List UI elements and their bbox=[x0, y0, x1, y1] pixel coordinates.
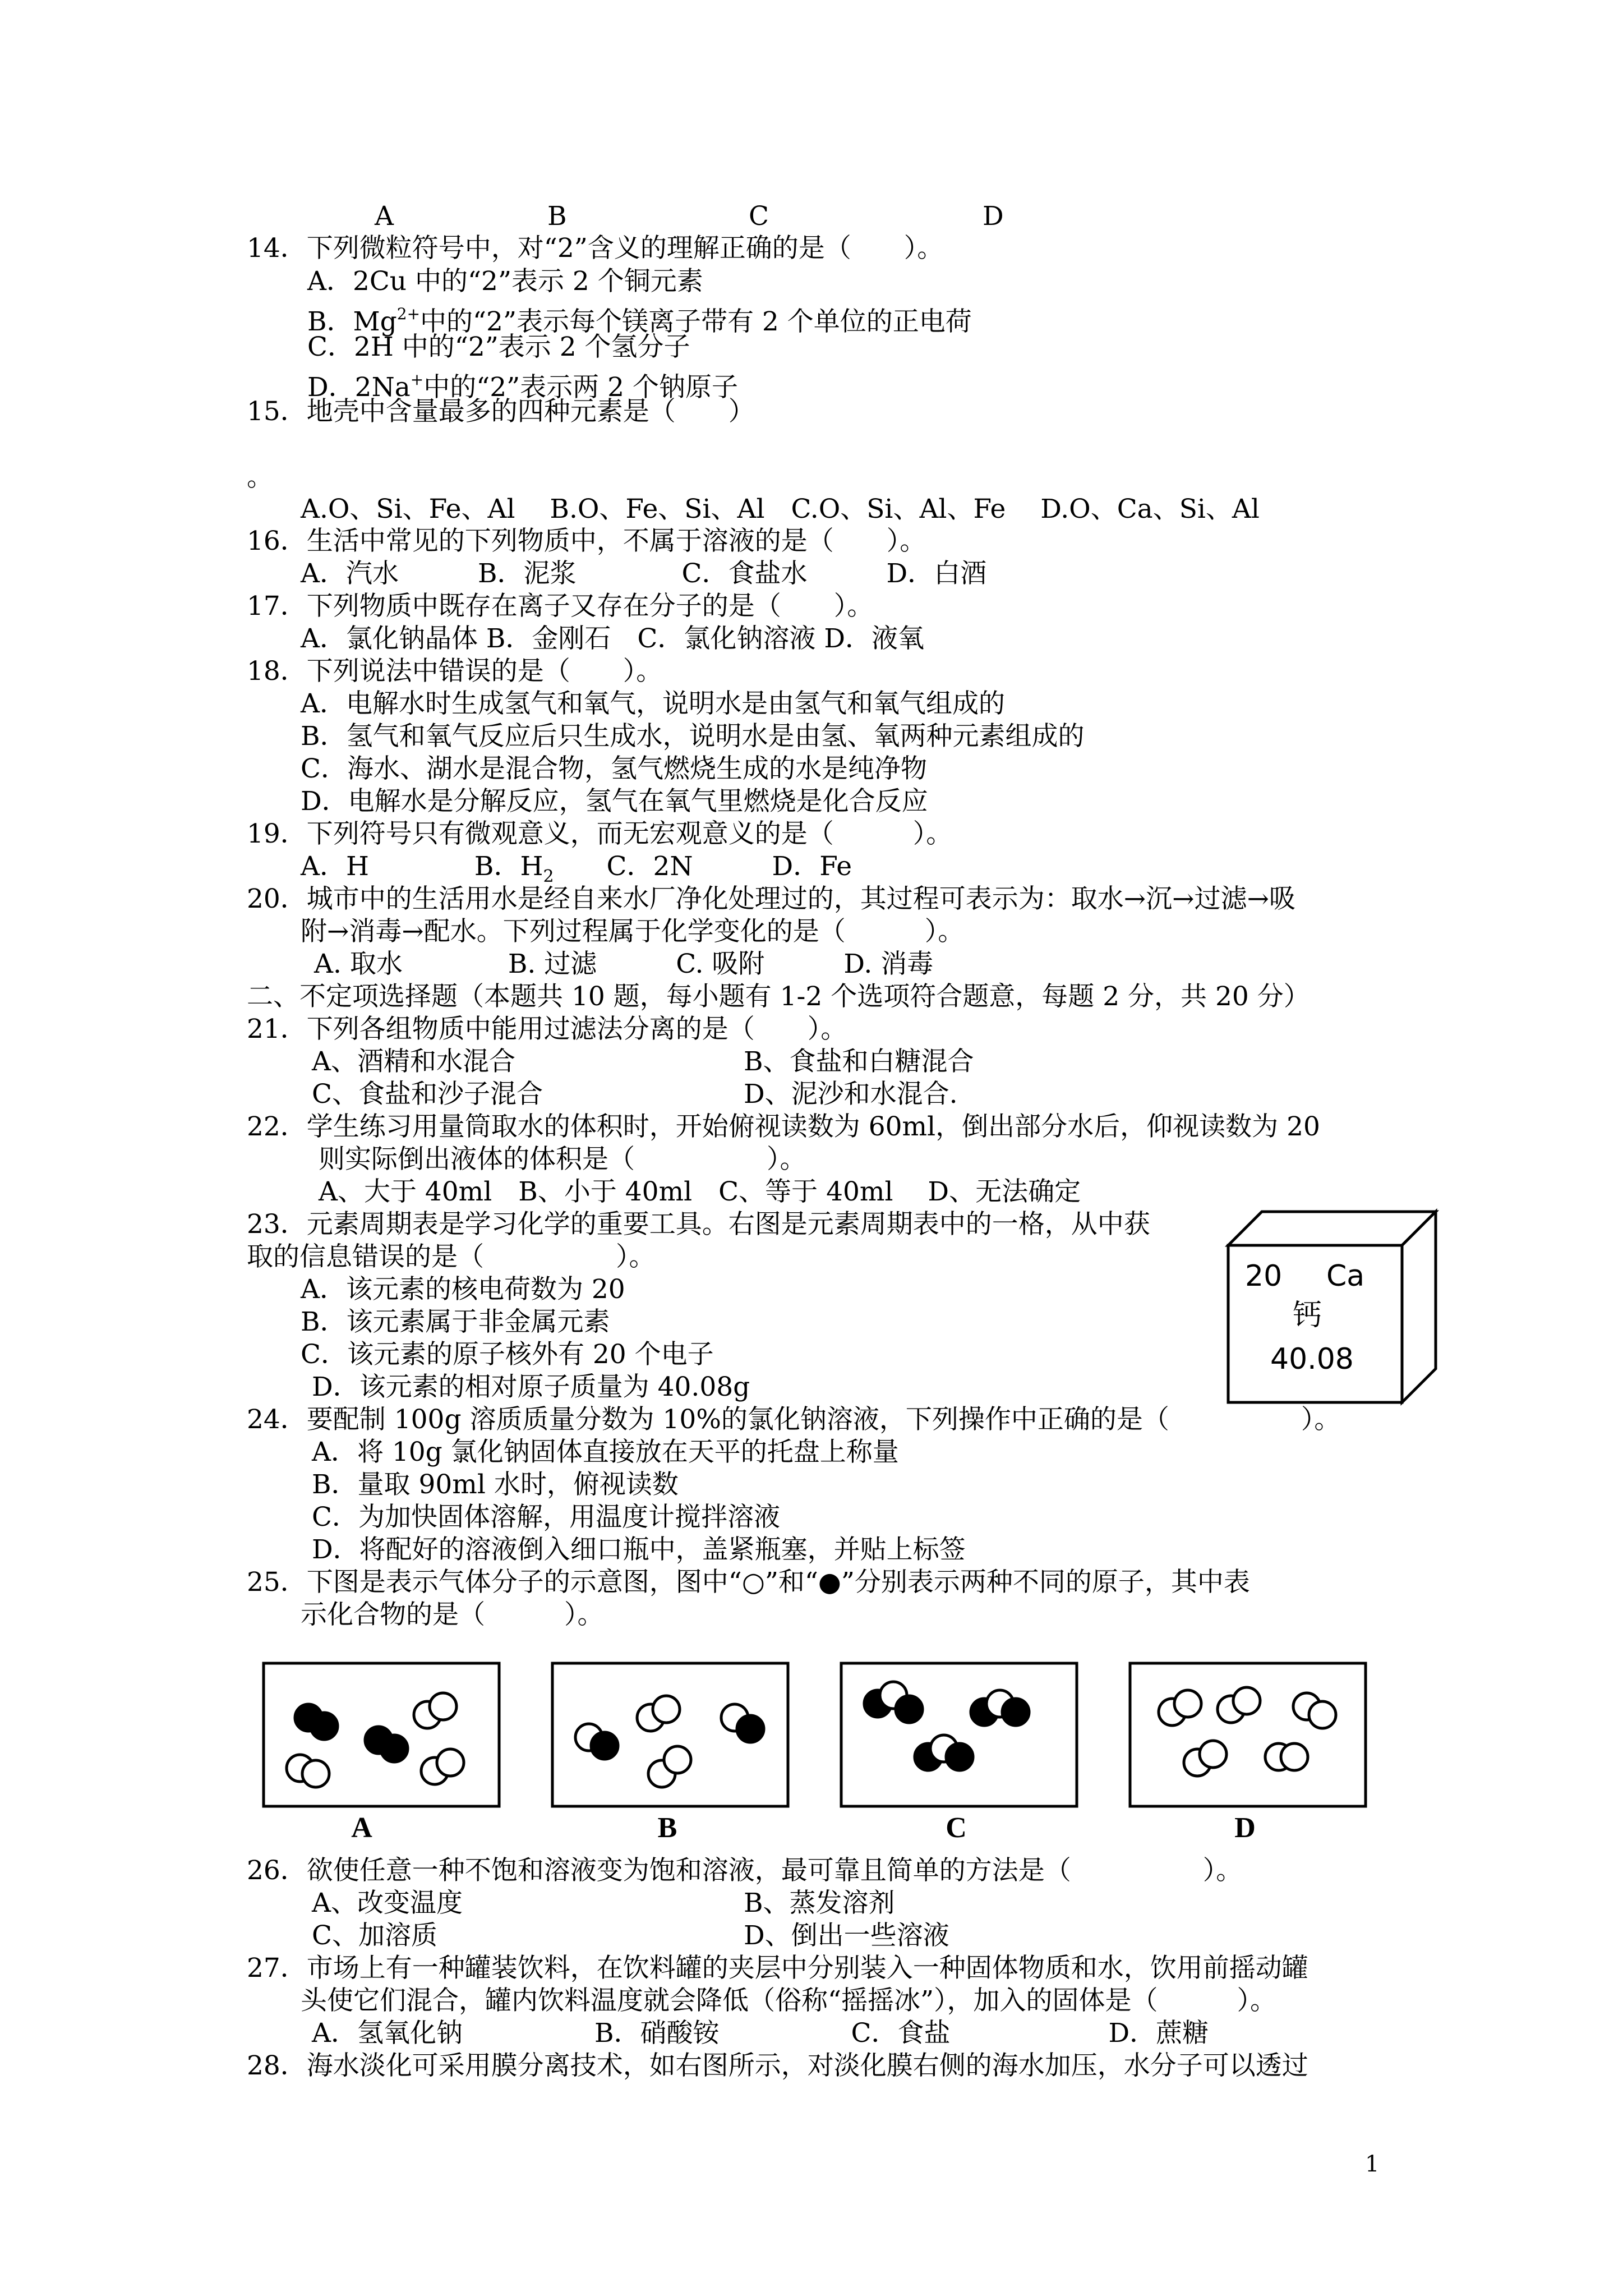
q24-option-c: C．为加快固体溶解，用温度计搅拌溶液 bbox=[312, 1502, 780, 1533]
q28-stem: 28．海水淡化可采用膜分离技术，如右图所示，对淡化膜右侧的海水加压，水分子可以透过 bbox=[247, 2050, 1308, 2081]
q18-option-b: B．氢气和氧气反应后只生成水，说明水是由氢、氧两种元素组成的 bbox=[301, 721, 1085, 752]
q18-option-a: A．电解水时生成氢气和氧气，说明水是由氢气和氧气组成的 bbox=[301, 688, 1005, 719]
q23-option-c: C．该元素的原子核外有 20 个电子 bbox=[301, 1339, 714, 1370]
diagram-label-b: B bbox=[657, 1812, 677, 1844]
q25-stem-line1: 25．下图是表示气体分子的示意图，图中“○”和“●”分别表示两种不同的原子，其中表 bbox=[247, 1567, 1250, 1598]
q22-stem-line1: 22．学生练习用量筒取水的体积时，开始俯视读数为 60ml，倒出部分水后，仰视读数为 20 bbox=[247, 1111, 1320, 1142]
q23-option-b: B．该元素属于非金属元素 bbox=[301, 1306, 610, 1337]
q18-option-d: D．电解水是分解反应，氢气在氧气里燃烧是化合反应 bbox=[301, 786, 928, 817]
element-symbol: Ca bbox=[1326, 1259, 1365, 1293]
q27-options: A．氢氧化钠 B．硝酸铵 C．食盐 D．蔗糖 bbox=[312, 2018, 1209, 2049]
q27-stem-line1: 27．市场上有一种罐装饮料，在饮料罐的夹层中分别装入一种固体物质和水，饮用前摇动罐 bbox=[247, 1953, 1308, 1984]
q26-option-a: A、改变温度 bbox=[312, 1888, 463, 1918]
q26-option-c: C、加溶质 bbox=[312, 1920, 437, 1951]
q26-stem: 26．欲使任意一种不饱和溶液变为饱和溶液，最可靠且简单的方法是（ ）。 bbox=[247, 1855, 1243, 1886]
q24-stem: 24．要配制 100g 溶质质量分数为 10%的氯化钠溶液，下列操作中正确的是（ ）。 bbox=[247, 1404, 1341, 1435]
q25-stem-line2: 示化合物的是（ ）。 bbox=[301, 1599, 604, 1630]
q18-option-c: C．海水、湖水是混合物，氢气燃烧生成的水是纯净物 bbox=[301, 753, 927, 784]
element-cell-figure bbox=[1223, 1206, 1447, 1408]
diagram-box-d bbox=[1130, 1663, 1366, 1806]
diagram-box-c bbox=[841, 1663, 1077, 1806]
q16-stem: 16．生活中常见的下列物质中，不属于溶液的是（ ）。 bbox=[247, 526, 926, 556]
q24-option-d: D．将配好的溶液倒入细口瓶中，盖紧瓶塞，并贴上标签 bbox=[312, 1534, 966, 1565]
q27-stem-line2: 头使它们混合，罐内饮料温度就会降低（俗称“摇摇冰”），加入的固体是（ ）。 bbox=[301, 1985, 1277, 2016]
q14-option-c: C．2H 中的“2”表示 2 个氢分子 bbox=[307, 332, 690, 362]
section-2-heading: 二、不定项选择题（本题共 10 题，每小题有 1-2 个选项符合题意，每题 2 分，共 20 分） bbox=[247, 981, 1310, 1012]
q19-stem: 19．下列符号只有微观意义，而无宏观意义的是（ ）。 bbox=[247, 818, 953, 849]
element-name: 钙 bbox=[1293, 1299, 1322, 1332]
q17-stem: 17．下列物质中既存在离子又存在分子的是（ ）。 bbox=[247, 591, 874, 622]
element-atomic-mass: 40.08 bbox=[1270, 1342, 1354, 1376]
q23-stem-line1: 23．元素周期表是学习化学的重要工具。右图是元素周期表中的一格，从中获 bbox=[247, 1209, 1150, 1240]
q24-option-b: B．量取 90ml 水时，俯视读数 bbox=[312, 1469, 679, 1500]
q23-stem-line2: 取的信息错误的是（ ）。 bbox=[247, 1241, 656, 1272]
q26-option-d: D、倒出一些溶液 bbox=[744, 1920, 949, 1951]
diagram-label-c: C bbox=[946, 1812, 967, 1844]
header-letter-c: C bbox=[749, 201, 769, 232]
q21-option-d: D、泥沙和水混合. bbox=[744, 1079, 958, 1110]
header-letter-d: D bbox=[983, 201, 1004, 232]
q14-option-a: A．2Cu 中的“2”表示 2 个铜元素 bbox=[307, 266, 703, 297]
header-letter-a: A bbox=[375, 201, 394, 232]
q14-stem: 14．下列微粒符号中，对“2”含义的理解正确的是（ ）。 bbox=[247, 233, 944, 264]
element-atomic-number: 20 bbox=[1245, 1259, 1283, 1293]
q21-option-c: C、食盐和沙子混合 bbox=[312, 1079, 543, 1110]
diagram-label-a: A bbox=[351, 1812, 372, 1844]
q20-stem-line2: 附→消毒→配水。下列过程属于化学变化的是（ ）。 bbox=[301, 916, 965, 947]
q24-option-a: A．将 10g 氯化钠固体直接放在天平的托盘上称量 bbox=[312, 1437, 899, 1467]
q22-options: A、大于 40ml B、小于 40ml C、等于 40ml D、无法确定 bbox=[319, 1176, 1081, 1207]
molecule-diagrams bbox=[258, 1658, 1469, 1846]
q21-option-b: B、食盐和白糖混合 bbox=[744, 1046, 974, 1077]
q21-stem: 21．下列各组物质中能用过滤法分离的是（ ）。 bbox=[247, 1014, 847, 1045]
q15-options: A.O、Si、Fe、Al B.O、Fe、Si、Al C.O、Si、Al、Fe D.O、Ca、Si、Al bbox=[301, 494, 1260, 524]
q15-stem: 15．地壳中含量最多的四种元素是（ ） bbox=[247, 396, 755, 427]
q20-options: A. 取水 B. 过滤 C. 吸附 D. 消毒 bbox=[314, 949, 934, 979]
diagram-label-d: D bbox=[1234, 1812, 1256, 1844]
q14-option-d: D．2Na+中的“2”表示两 2 个钠原子 bbox=[307, 370, 738, 403]
q18-stem: 18．下列说法中错误的是（ ）。 bbox=[247, 656, 663, 687]
q16-options: A．汽水 B．泥浆 C．食盐水 D．白酒 bbox=[301, 558, 987, 589]
q15-mark: 。 bbox=[247, 462, 273, 493]
header-letter-b: B bbox=[547, 201, 567, 232]
q20-stem-line1: 20．城市中的生活用水是经自来水厂净化处理过的，其过程可表示为：取水→沉→过滤→吸 bbox=[247, 884, 1295, 914]
q23-option-d: D．该元素的相对原子质量为 40.08g bbox=[312, 1372, 750, 1402]
q19-options: A．H B．$H_2$ C．2N D．Fe bbox=[301, 851, 852, 886]
q26-option-b: B、蒸发溶剂 bbox=[744, 1888, 895, 1918]
q14-option-b: B．$Mg^{2+}$中的“2”表示每个镁离子带有 2 个单位的正电荷 bbox=[307, 305, 972, 337]
q22-stem-line2: 则实际倒出液体的体积是（ ）。 bbox=[319, 1144, 806, 1175]
q17-options: A．氯化钠晶体 B．金刚石 C．氯化钠溶液 D．液氧 bbox=[301, 623, 925, 654]
page-number: 1 bbox=[1365, 2151, 1380, 2177]
q21-option-a: A、酒精和水混合 bbox=[312, 1046, 515, 1077]
q23-option-a: A．该元素的核电荷数为 20 bbox=[301, 1274, 625, 1305]
